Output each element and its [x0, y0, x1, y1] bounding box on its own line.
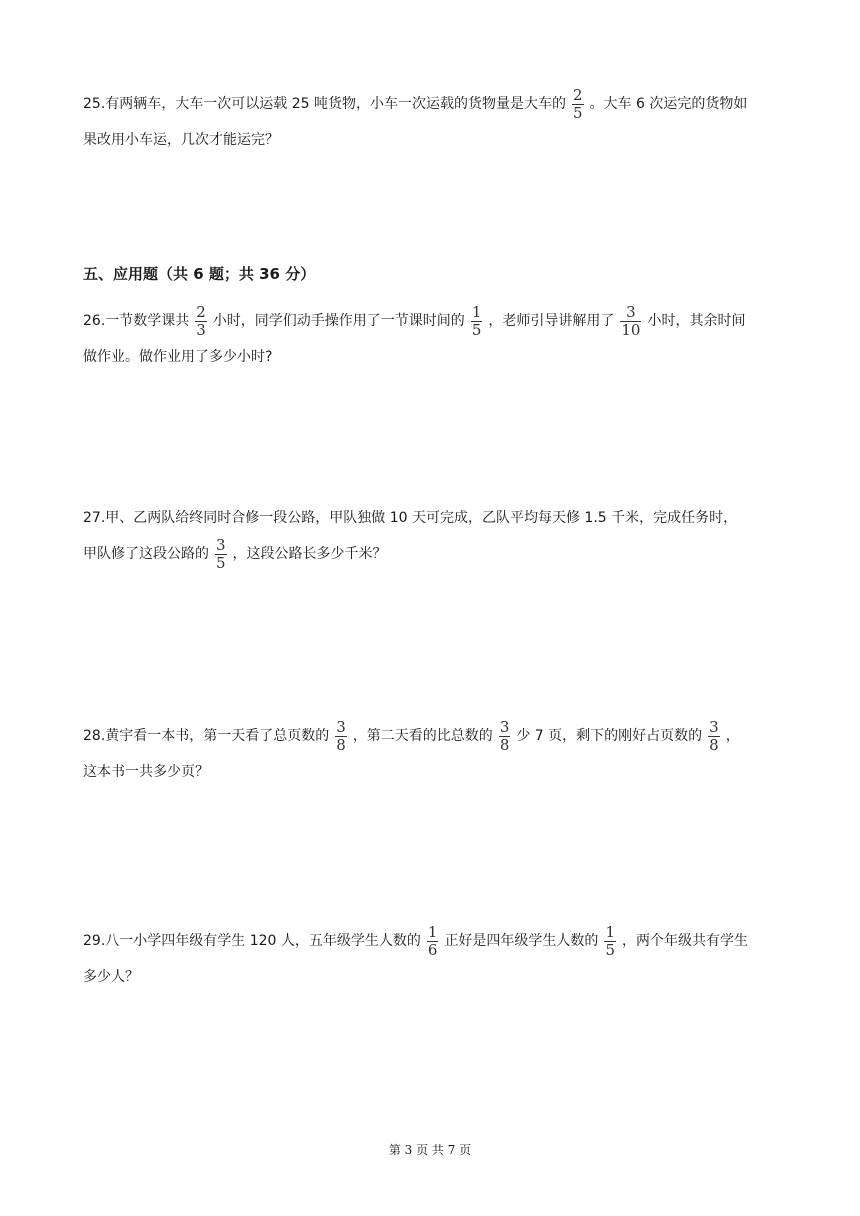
question-27-line-1 [83, 500, 783, 536]
fraction [572, 85, 584, 122]
fraction [195, 302, 207, 339]
fraction-numerator: 2 [196, 302, 206, 321]
q28-text-5: 这本书一共多少页？ [83, 764, 209, 780]
question-25 [83, 86, 783, 158]
q29-text-2: 正好是四年级学生人数的 [444, 933, 599, 949]
fraction-denominator: 5 [572, 103, 583, 122]
fraction-denominator: 5 [605, 940, 615, 959]
fraction [335, 717, 347, 754]
q28-text-2: ，第二天看的比总数的 [352, 728, 493, 744]
fraction-denominator: 10 [621, 320, 641, 339]
fraction-numerator: 1 [427, 922, 438, 941]
fraction [604, 922, 616, 959]
question-28-line-1 [83, 718, 783, 754]
q29-text-3: ，两个年级共有学生 [621, 933, 748, 949]
fraction-denominator: 5 [471, 320, 482, 339]
q26-text-1: 26.一节数学课共 [83, 313, 190, 329]
q27-text-2: 甲队修了这段公路的 [83, 546, 209, 562]
fraction-denominator: 8 [499, 735, 510, 754]
question-29 [83, 923, 783, 995]
fraction-numerator: 1 [471, 302, 482, 321]
question-26-line-2 [83, 339, 783, 375]
q28-text-1: 28.黄宇看一本书，第一天看了总页数的 [83, 728, 330, 744]
fraction [471, 302, 483, 339]
q28-text-3: 少 7 页，剩下的刚好占页数的 [516, 728, 703, 744]
fraction-denominator: 5 [216, 553, 226, 572]
fraction [499, 717, 511, 754]
q26-text-3: ，老师引导讲解用了 [488, 313, 615, 329]
fraction-denominator: 8 [709, 735, 719, 754]
question-26-line-1 [83, 303, 783, 339]
section-heading: 五、应用题（共 6 题；共 36 分） [83, 265, 316, 283]
q26-text-2: 小时，同学们动手操作用了一节课时间的 [212, 313, 465, 329]
fraction-numerator: 1 [605, 922, 615, 941]
page-footer: 第 3 页 共 7 页 [388, 1143, 472, 1157]
fraction [427, 922, 439, 959]
q26-text-4: 小时，其余时间 [647, 313, 746, 329]
fraction [620, 302, 641, 339]
q29-text-1: 29.八一小学四年级有学生 120 人，五年级学生人数的 [83, 933, 421, 949]
fraction-numerator: 2 [572, 85, 583, 104]
fraction-denominator: 8 [336, 735, 346, 754]
question-27 [83, 500, 783, 572]
question-28-line-2 [83, 754, 783, 790]
question-29-line-2 [83, 959, 783, 995]
fraction-denominator: 6 [427, 940, 438, 959]
fraction-numerator: 3 [620, 305, 641, 322]
fraction-numerator: 3 [709, 717, 719, 736]
q29-text-4: 多少人？ [83, 969, 139, 985]
question-27-line-2 [83, 536, 783, 572]
q25-text-2: 。大车 6 次运完的货物如 [589, 96, 748, 112]
question-25-line-2 [83, 122, 783, 158]
q26-text-5: 做作业。做作业用了多少小时? [83, 349, 273, 365]
q25-text-3: 果改用小车运，几次才能运完？ [83, 132, 279, 148]
question-26 [83, 303, 783, 375]
question-29-line-1 [83, 923, 783, 959]
q25-text-1: 25.有两辆车，大车一次可以运载 25 吨货物，小车一次运载的货物量是大车的 [83, 96, 566, 112]
fraction [215, 535, 227, 572]
fraction-numerator: 3 [336, 717, 346, 736]
q28-text-4: ， [725, 728, 740, 744]
question-25-line-1 [83, 86, 783, 122]
fraction-numerator: 3 [499, 717, 510, 736]
question-28 [83, 718, 783, 790]
fraction [708, 717, 720, 754]
fraction-numerator: 3 [216, 535, 226, 554]
fraction-denominator: 3 [196, 320, 206, 339]
q27-text-3: ，这段公路长多少千米？ [232, 546, 387, 562]
q27-text-1: 27.甲、乙两队给终同时合修一段公路，甲队独做 10 天可完成，乙队平均每天修 1.5 千米，完成任务时， [83, 510, 738, 526]
